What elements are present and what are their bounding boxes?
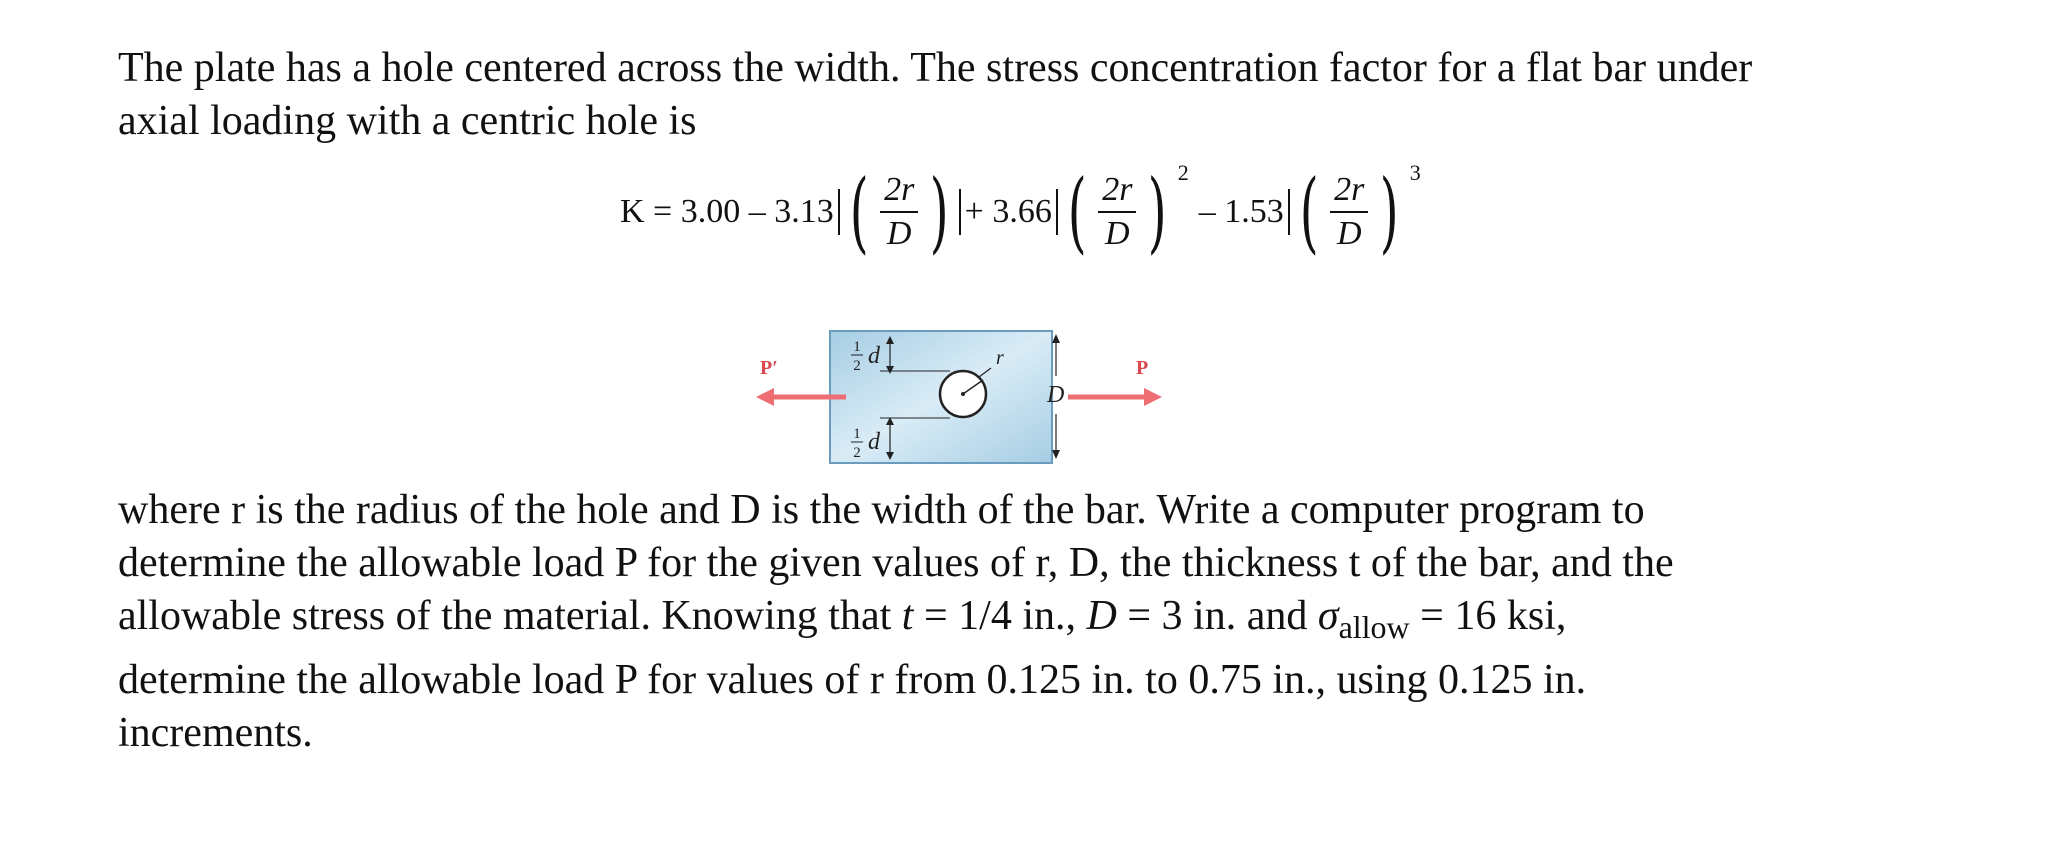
stress-concentration-formula [620,152,1421,272]
right-paren: ) [1380,160,1399,263]
fraction-denominator: D [1336,215,1362,252]
left-paren: ( [1067,160,1087,263]
left-paren: ( [849,160,869,263]
half-d-bottom-label: d [868,429,880,455]
body-line-5: increments. [118,710,313,756]
fraction-denominator: D [886,215,912,252]
load-arrow-left-icon [756,388,774,406]
formula-lhs: K = 3.00 – 3.13 [620,193,834,230]
exponent-2: 2 [1177,160,1189,185]
var-d: D [1086,593,1117,639]
arrow-down-icon [1052,450,1060,459]
half-den-top: 2 [853,358,861,374]
half-den-bottom: 2 [853,445,861,461]
intro-line-2: axial loading with a centric hole is [118,98,697,144]
half-d-top-label: d [868,343,880,369]
load-arrow-right-icon [1144,388,1162,406]
sigma-subscript: allow [1338,609,1410,645]
fraction-2r-over-d [880,171,918,253]
left-paren: ( [1299,160,1319,263]
radius-label: r [996,347,1004,369]
formula-term-2 [1054,160,1189,263]
formula-rule [1056,189,1058,235]
body-line-3-c: = 3 in. and [1116,593,1318,639]
var-sigma: σ [1317,593,1339,639]
load-label-left: P′ [760,357,778,379]
intro-paragraph [118,42,1752,148]
fraction-2r-over-d [1330,171,1368,253]
body-line-1: where r is the radius of the hole and D is the width of the bar. Write a computer program to [118,487,1645,533]
formula-rule [959,189,961,235]
arrow-up-icon [1052,334,1060,343]
var-t: t [901,593,914,639]
formula-rule [1288,189,1290,235]
fraction-numerator: 2r [1098,171,1136,213]
body-line-2: determine the allowable load P for the given values of r, D, the thickness t of the bar, and the [118,540,1674,586]
intro-line-1: The plate has a hole centered across the width. The stress concentration factor for a flat bar under [118,45,1753,91]
formula-term-2-coef: + 3.66 [964,193,1052,230]
formula-rule [838,189,840,235]
body-line-4: determine the allowable load P for values of r from 0.125 in. to 0.75 in., using 0.125 in. [118,657,1587,703]
formula-term-3-coef: – 1.53 [1198,193,1284,230]
body-line-3 [118,590,1674,654]
plate-figure [750,318,1170,483]
exponent-3: 3 [1409,160,1421,185]
width-label: D [1047,382,1065,408]
problem-paragraph [118,484,1674,760]
half-num-top: 1 [853,339,861,355]
fraction-2r-over-d [1098,171,1136,253]
body-line-3-a: allowable stress of the material. Knowing that [118,593,902,639]
load-label-right: P [1136,357,1149,379]
body-line-3-b: = 1/4 in., [913,593,1087,639]
right-paren: ) [930,160,949,263]
body-line-3-d: = 16 ksi, [1409,593,1567,639]
plate-diagram [750,318,1170,478]
formula-term-1 [836,160,963,263]
fraction-numerator: 2r [1330,171,1368,213]
fraction-denominator: D [1105,215,1130,252]
fraction-numerator: 2r [880,171,918,213]
right-paren: ) [1148,160,1168,263]
formula-term-3 [1286,160,1421,263]
hole-center [961,392,965,396]
half-num-bottom: 1 [853,426,861,442]
